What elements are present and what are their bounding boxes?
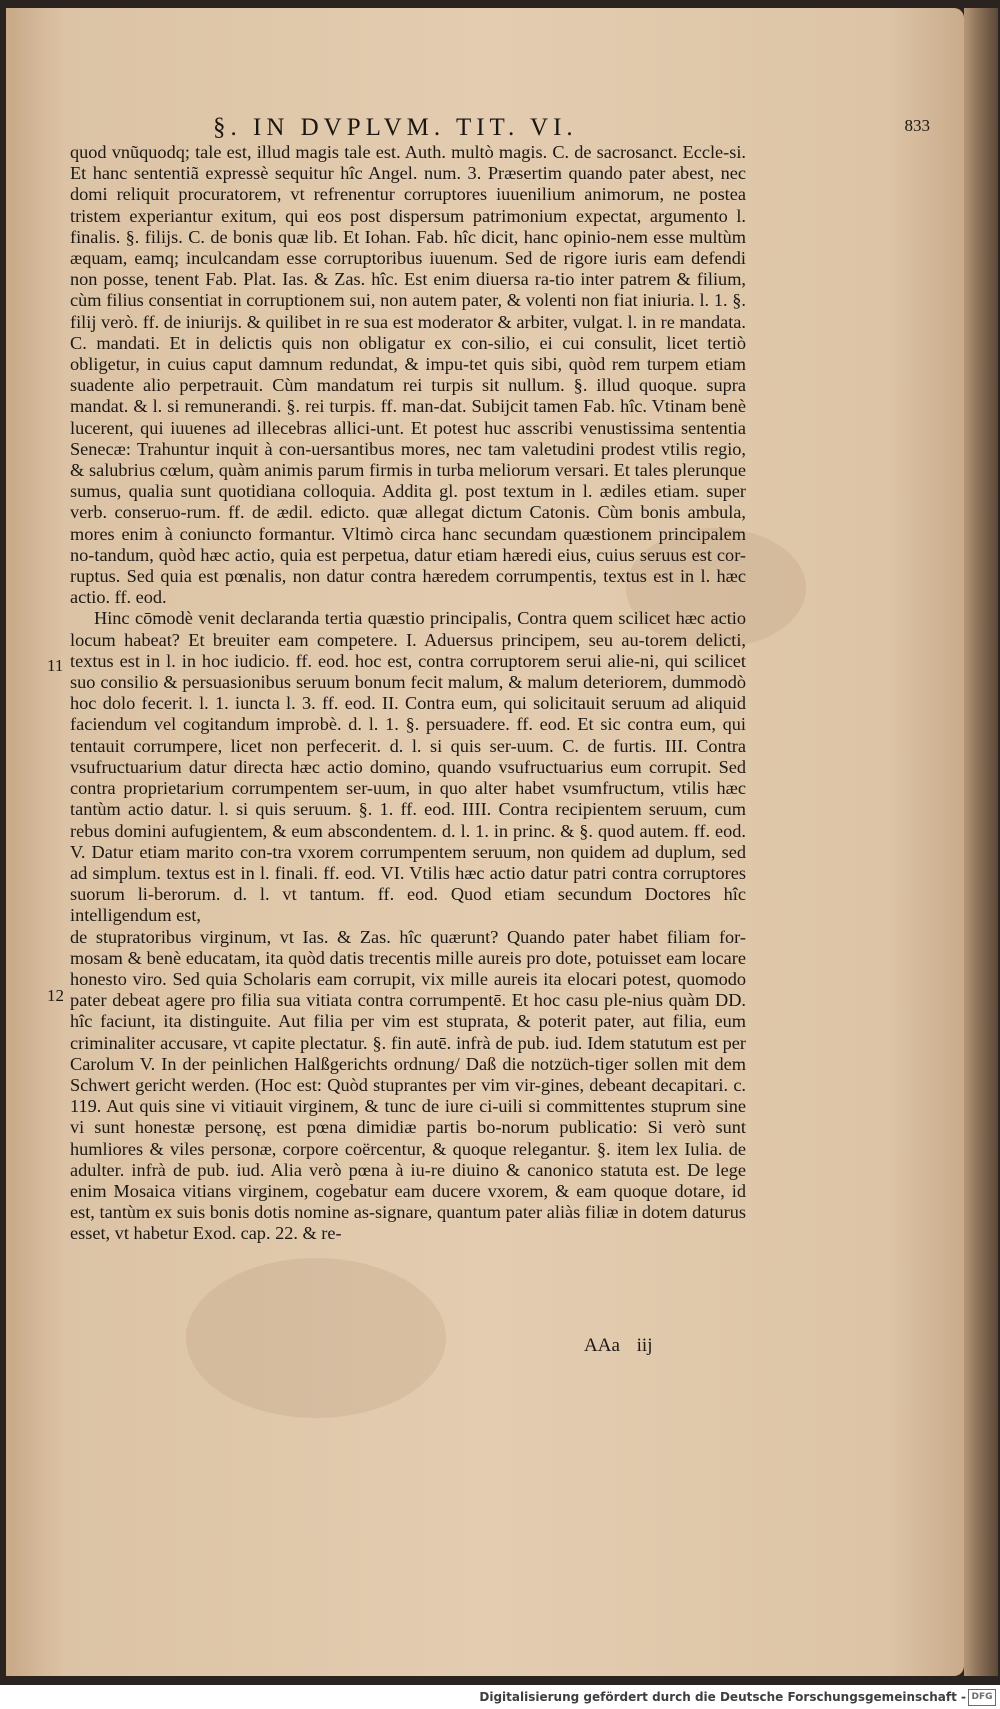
- folio-number: 833: [904, 116, 930, 135]
- dfg-logo-icon: DFG: [968, 1689, 996, 1706]
- signature-letters: AAa: [584, 1335, 620, 1356]
- paper-stain: [186, 1258, 446, 1418]
- body-text: [70, 142, 746, 1245]
- running-title: §. IN DVPLVM. TIT. VI.: [213, 114, 578, 141]
- signature-number: iij: [636, 1335, 653, 1356]
- digitization-credit: Digitalisierung gefördert durch die Deutsche Forschungsgemeinschaft -: [479, 1690, 966, 1704]
- signature-mark: [584, 1335, 664, 1357]
- paragraph: Hinc cōmodè venit declaranda tertia quæstio principalis, Contra quem scilicet hæc actio locum habeat? Et breuiter eam competere. I. Aduersus principem, seu au-torem delicti, textus est in l. in hoc iudicio. ff. eod. hoc est, contra corruptorem serui alie-ni, qui scilicet suo consilio & persuasionibus seruum bonum fecit malum, & malum deteriorem, dummodò hoc dolo fecerit. l. 1. iuncta l. 3. ff. eod. II. Contra eum, qui solicitauit seruum ad aliquid faciendum vel cogitandum improbè. d. l. 1. §. persuadere. ff. eod. Et sic contra eum, qui tentauit corrumpere, licet non perfecerit. d. l. si quis ser-uum. C. de furtis. III. Contra vsufructuarium datur directa hæc actio domino, quando vsufructuarius eum corrupit. Sed contra proprietarium corrumpentem ser-uum, in quo alter habet vsumfructum, vtilis hæc tantùm actio datur. l. si quis seruum. §. 1. ff. eod. IIII. Contra recipientem seruum, cum rebus domini aufugientem, & eum abscondentem. d. l. 1. in princ. & §. quod autem. ff. eod. V. Datur etiam marito con-tra vxorem corrumpentem seruum, non quidem ad duplum, sed ad simplum. textus est in l. finali. ff. eod. VI. Vtilis hæc actio datur patri contra corruptores suorum li-berorum. d. l. vt tantum. ff. eod. Quod etiam secundum Doctores hîc intelligendum est,: [70, 608, 746, 926]
- page-edge: [964, 8, 998, 1676]
- margin-note-11: 11: [47, 656, 64, 675]
- paragraph: de stupratoribus virginum, vt Ias. & Zas. hîc quærunt? Quando pater habet filiam for-mosam & benè educatam, ita quòd datis trecentis mille aureis pro dote, potuisset eam locare honesto viro. Sed quia Scholaris eam corrupit, vix mille aureis ita elocari potest, quomodo pater debeat agere pro filia sua vitiata contra corrumpentē. Et hoc casu ple-nius quàm DD. hîc faciunt, ita distinguite. Aut filia per vim est stuprata, & poterit pater, aut filia, eum criminaliter accusare, vt capite plectatur. §. fin autē. infrà de pub. iud. Idem statutum est per Carolum V. In der peinlichen Halßgerichts ordnung/ Daß die notzüch-tiger sollen mit dem Schwert gericht werden. (Hoc est: Quòd stuprantes per vim vir-gines, debeant decapitari. c. 119. Aut quis sine vi vitiauit virginem, & tunc de iure ci-uili si committentes stuprum sine vi sunt honestæ personę, est pœna dimidiæ partis bo-norum publicatio: Si verò sunt humliores & viles personæ, corpore coërcentur, & quoque relegantur. §. item lex Iulia. de adulter. infrà de pub. iud. Alia verò pœna à iu-re diuino & canonico statuta est. De lege enim Mosaica vitians virginem, cogebatur eam ducere vxorem, & eam quoque dotare, id est, tantùm ex suis bonis dotis nomine as-signare, quantum pater aliàs filiæ in dotem daturus esset, vt habetur Exod. cap. 22. & re-: [70, 926, 746, 1244]
- paragraph: quod vnũquodq; tale est, illud magis tale est. Auth. multò magis. C. de sacrosanct. Eccle-si. Et hanc sententiã expressè sequitur hîc Angel. num. 3. Præsertim quando pater abest, nec domi reliquit procuratorem, vt refrenentur corruptores iuuenilium animorum, ne postea tristem experiantur exitum, qui eos post dispersum patrimonium expectat, argumento l. finalis. §. filijs. C. de bonis quæ lib. Et Iohan. Fab. hîc dicit, hanc opinio-nem esse multùm æquam, eamq; inculcandam esse corruptoribus iuuenum. Sed de rigore iuris eam defendi non posse, tenent Fab. Plat. Ias. & Zas. hîc. Est enim diuersa ra-tio inter patrem & filium, cùm filius consentiat in corruptionem sui, non autem pater, & volenti non fiat iniuria. l. 1. §. filij verò. ff. de iniurijs. & quilibet in re sua est moderator & arbiter, vulgat. l. in re mandata. C. mandati. Et in delictis quis non obligatur ex con-silio, ei cui consulit, licet tertiò obligetur, in cuius caput damnum redundat, & impu-tet quis sibi, quòd rem turpem etiam suadente alio perpetrauit. Cùm mandatum rei turpis sit nullum. §. illud quoque. supra mandat. & l. si remunerandi. §. rei turpis. ff. man-dat. Subijcit tamen Fab. hîc. Vtinam benè lucerent, qui iuuenes ad illecebras allici-unt. Et potest huc asscribi venustissima sententia Senecæ: Trahuntur inquit à con-uersantibus mores, nec tam valetudini prodest vtilis regio, & salubrius cœlum, quàm animis parum firmis in turba meliorum versari. Et tales plerunque sumus, qualia sunt quotidiana colloquia. Addita gl. post textum in l. ædiles etiam. super verb. conseruo-rum. ff. de ædil. edicto. quæ allegat dictum Catonis. Cùm bonis ambula, mores enim à coniuncto formantur. Vltimò circa hanc secundam quæstionem principalem no-tandum, quòd hæc actio, quia est perpetua, datur etiam hæredi eius, cuius seruus est cor-ruptus. Sed quia est pœnalis, non datur contra hæredem corrumpentis, textus est in l. hæc actio. ff. eod.: [70, 142, 746, 608]
- digitization-bar: [0, 1685, 1000, 1709]
- margin-note-12: 12: [47, 986, 64, 1005]
